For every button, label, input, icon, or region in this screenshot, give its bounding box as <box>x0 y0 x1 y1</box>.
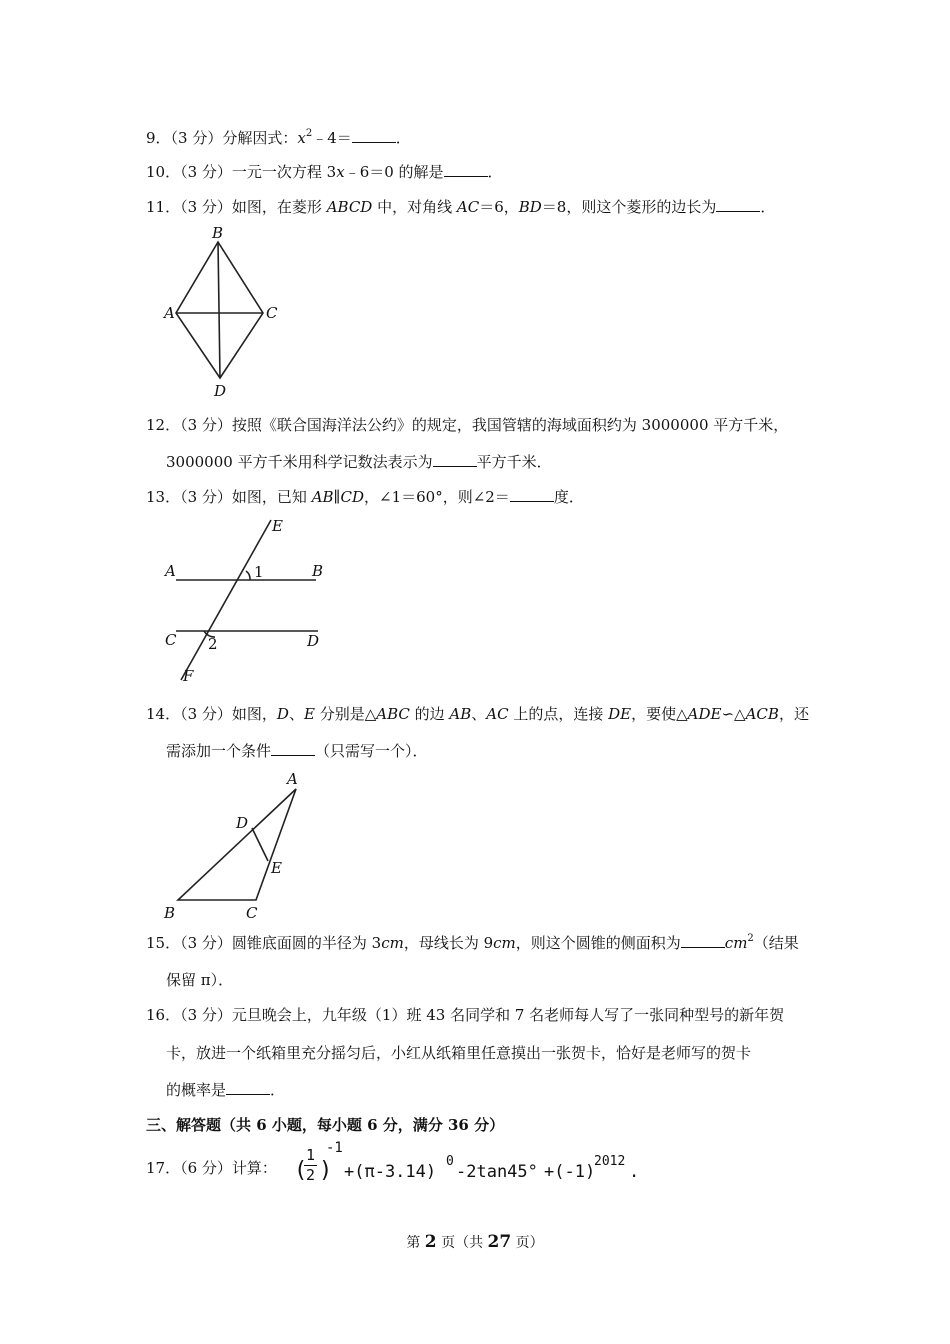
label-d: D <box>214 382 227 400</box>
label-a2: A <box>165 562 176 580</box>
angle-2: 2 <box>208 635 218 653</box>
fraction-numerator: 1 <box>306 1146 316 1164</box>
label-c: C <box>266 304 278 322</box>
answer-blank[interactable] <box>444 162 488 177</box>
answer-blank[interactable] <box>510 487 554 502</box>
answer-blank[interactable] <box>352 128 396 143</box>
answer-blank[interactable] <box>681 933 725 948</box>
question-16-line2: 卡，放进一个纸箱里充分摇匀后，小红从纸箱里任意摸出一张贺卡，恰好是老师写的贺卡 <box>166 1044 752 1062</box>
label-f: F <box>183 667 194 685</box>
page-footer: 第 2 页（共 27 页） <box>406 1232 544 1252</box>
question-12-line2: 3000000 平方千米用科学记数法表示为 平方千米． <box>166 453 552 471</box>
label-c3: C <box>246 904 258 922</box>
question-14: 14．（3 分）如图，D、E 分别是△ABC 的边 AB、AC 上的点，连接 DE，要使△ADE∽△ACB，还 <box>146 705 809 723</box>
question-9: 9．（3 分）分解因式：$x^2﹣4=$ ． <box>146 128 411 147</box>
label-e3: E <box>271 859 282 877</box>
label-d3: D <box>236 814 249 832</box>
answer-blank[interactable] <box>271 741 315 756</box>
section-heading: 三、解答题（共 6 小题，每小题 6 分，满分 36 分） <box>146 1116 505 1134</box>
label-d2: D <box>307 632 320 650</box>
question-14-line2: 需添加一个条件 （只需写一个）． <box>166 742 428 760</box>
question-15-line2: 保留 π）． <box>166 971 234 989</box>
label-e: E <box>272 517 283 535</box>
label-b3: B <box>164 904 176 922</box>
answer-blank[interactable] <box>226 1080 270 1095</box>
answer-blank[interactable] <box>716 197 760 212</box>
angle-1: 1 <box>254 563 264 581</box>
question-17: 17．（6 分）计算： <box>146 1159 277 1177</box>
label-c2: C <box>165 631 177 649</box>
question-15: 15．（3 分）圆锥底面圆的半径为 3cm，母线长为 9cm，则这个圆锥的侧面积为 $cm^2$（结果 <box>146 933 799 952</box>
label-a3: A <box>287 770 298 788</box>
question-10: 10．（3 分）一元一次方程 3x﹣6＝0 的解是 ． <box>146 163 503 181</box>
answer-blank[interactable] <box>433 452 477 467</box>
question-12: 12．（3 分）按照《联合国海洋法公约》的规定，我国管辖的海域面积约为 3000000 平方千米， <box>146 416 789 434</box>
label-b: B <box>212 224 224 242</box>
question-13: 13．（3 分）如图，已知 AB∥CD，∠1＝60°，则∠2＝ 度． <box>146 488 584 506</box>
question-16-line3: 的概率是 ． <box>166 1081 286 1099</box>
label-a: A <box>164 304 175 322</box>
label-b2: B <box>312 562 324 580</box>
fraction-denominator: 2 <box>306 1166 316 1184</box>
question-11: 11．（3 分）如图，在菱形 ABCD 中，对角线 AC＝6，BD＝8，则这个菱形的边长为 ． <box>146 198 776 216</box>
question-16: 16．（3 分）元旦晚会上，九年级（1）班 43 名同学和 7 名老师每人写了一张同种型号的新年贺 <box>146 1006 785 1024</box>
